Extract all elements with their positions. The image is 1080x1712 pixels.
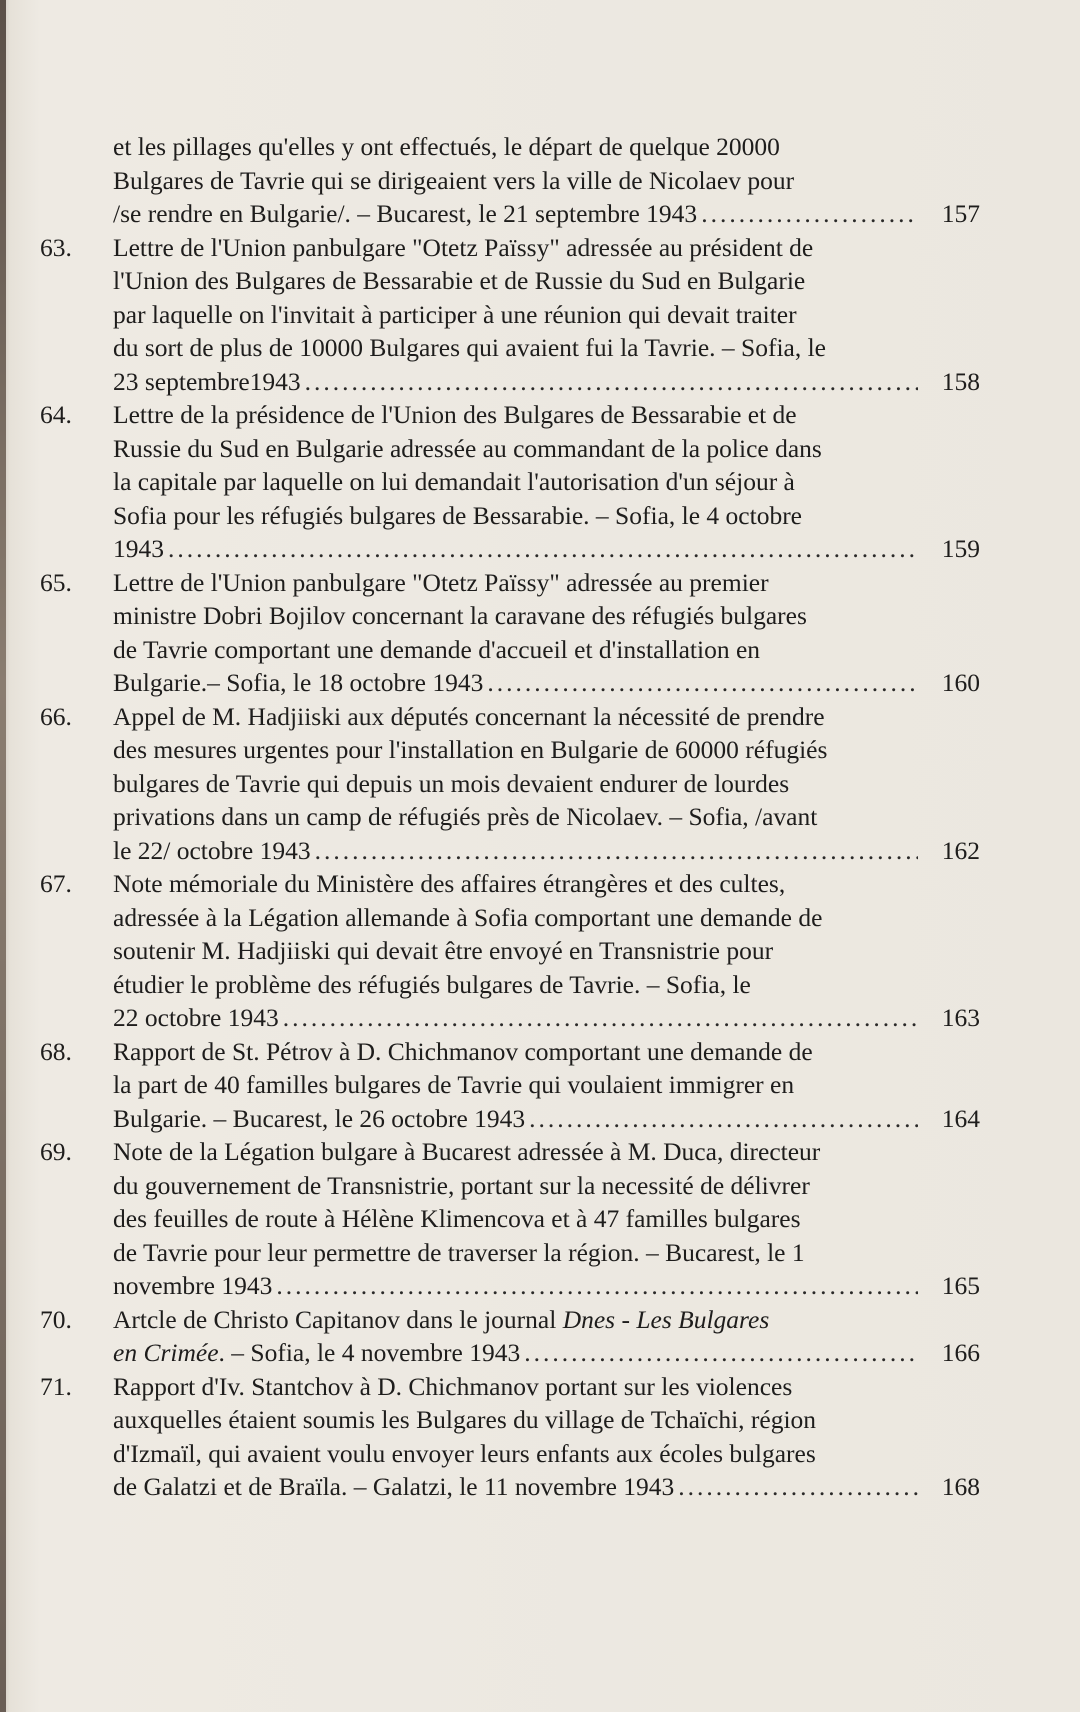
toc-entry-69: [40, 1135, 980, 1303]
page-number: 165: [941, 1271, 980, 1300]
book-spine-edge: [0, 0, 6, 1712]
toc-entry-65: [40, 566, 980, 700]
journal-title-cont: en Crimée: [113, 1338, 219, 1367]
dot-leader: [520, 1336, 918, 1370]
entry-text-line: adressée à la Légation allemande à Sofia comportant une demande de: [113, 902, 823, 932]
entry-text-plain: . – Sofia, le 4 novembre 1943: [218, 1338, 521, 1367]
entry-text-line: Rapport d'Iv. Stantchov à D. Chichmanov portant sur les violences: [113, 1371, 793, 1401]
entry-text-plain: Artcle de Christo Capitanov dans le journal: [113, 1304, 563, 1334]
entry-text-line: auxquelles étaient soumis les Bulgares du village de Tchaïchi, région: [113, 1405, 817, 1434]
toc-entry-63: [40, 231, 980, 399]
dot-leader: [272, 1269, 918, 1303]
dot-leader: [311, 834, 918, 868]
entry-text-line: Note mémoriale du Ministère des affaires étrangères et des cultes,: [113, 869, 786, 898]
entry-text-line: d'Izmaïl, qui avaient voulu envoyer leurs enfants aux écoles bulgares: [113, 1438, 816, 1468]
entry-text-line: bulgares de Tavrie qui depuis un mois devaient endurer de lourdes: [113, 768, 790, 798]
entry-text-line: de Tavrie pour leur permettre de traverser la région. – Bucarest, le 1: [113, 1237, 805, 1267]
toc-entry-66: [40, 700, 980, 868]
entry-text-line: Bulgarie.– Sofia, le 18 octobre 1943: [113, 668, 484, 697]
entry-text-line: du gouvernement de Transnistrie, portant sur la necessité de délivrer: [113, 1170, 810, 1200]
entry-final-line: [113, 1102, 980, 1136]
entry-final-line: [113, 1470, 980, 1504]
entry-number: 63.: [40, 232, 72, 262]
entry-text-line: Bulgarie. – Bucarest, le 26 octobre 1943: [113, 1103, 526, 1133]
entry-text-line: Lettre de la présidence de l'Union des Bulgares de Bessarabie et de: [113, 400, 797, 429]
entry-text-line: des mesures urgentes pour l'installation en Bulgarie de 60000 réfugiés: [113, 735, 828, 764]
entry-text-line: Russie du Sud en Bulgarie adressée au commandant de la police dans: [113, 433, 822, 463]
entry-text-line: la capitale par laquelle on lui demandait l'autorisation d'un séjour à: [113, 467, 795, 496]
entry-text-line: Lettre de l'Union panbulgare "Otetz Païssy" adressée au président de: [113, 232, 814, 262]
entry-text-line: la part de 40 familles bulgares de Tavrie qui voulaient immigrer en: [113, 1070, 795, 1099]
entry-text-line: Appel de M. Hadjiiski aux députés concernant la nécessité de prendre: [113, 701, 825, 731]
entry-final-line: [113, 1336, 980, 1370]
dot-leader: [279, 1001, 918, 1035]
page-number: 163: [941, 1003, 980, 1032]
entry-text-line: Rapport de St. Pétrov à D. Chichmanov comportant une demande de: [113, 1036, 813, 1066]
dot-leader: [164, 532, 918, 566]
entry-text-line: [113, 1303, 980, 1337]
entry-text-line: l'Union des Bulgares de Bessarabie et de Russie du Sud en Bulgarie: [113, 266, 806, 295]
entry-text-line: ministre Dobri Bojilov concernant la caravane des réfugiés bulgares: [113, 601, 807, 630]
entry-text-line: et les pillages qu'elles y ont effectués, le départ de quelque 20000: [113, 132, 780, 161]
page-number: 164: [941, 1103, 980, 1133]
page-number: 166: [941, 1338, 980, 1367]
toc-entry-continued: [40, 130, 980, 231]
entry-number: 67.: [40, 869, 72, 898]
toc-entry-70: [40, 1303, 980, 1370]
entry-text-line: soutenir M. Hadjiiski qui devait être envoyé en Transnistrie pour: [113, 936, 774, 965]
toc-entry-68: [40, 1035, 980, 1136]
entry-text-line: par laquelle on l'invitait à participer à une réunion qui devait traiter: [113, 299, 797, 329]
entry-text-line: étudier le problème des réfugiés bulgares de Tavrie. – Sofia, le: [113, 969, 751, 999]
page-number: 159: [941, 534, 980, 563]
toc-entry-64: [40, 398, 980, 566]
page-number: 160: [941, 668, 980, 697]
page-number: 158: [941, 366, 980, 396]
entry-number: 69.: [40, 1137, 72, 1166]
entry-text-line: 1943: [113, 534, 164, 563]
entry-text-line: Note de la Légation bulgare à Bucarest adressée à M. Duca, directeur: [113, 1137, 821, 1166]
entry-text-line: de Tavrie comportant une demande d'accueil et d'installation en: [113, 634, 761, 664]
entry-final-line: [113, 666, 980, 700]
dot-leader: [301, 365, 918, 399]
entry-text-line: du sort de plus de 10000 Bulgares qui avaient fui la Tavrie. – Sofia, le: [113, 333, 827, 362]
toc-entry-71: [40, 1370, 980, 1504]
entry-number: 65.: [40, 567, 72, 597]
entry-text-line: 22 octobre 1943: [113, 1003, 279, 1032]
dot-leader: [697, 197, 918, 231]
entry-text-line: Lettre de l'Union panbulgare "Otetz Païssy" adressée au premier: [113, 567, 769, 597]
dot-leader: [525, 1102, 918, 1136]
entry-text-line: [113, 1336, 520, 1370]
entry-text-line: 23 septembre1943: [113, 366, 301, 396]
journal-title: Dnes - Les Bulgares: [562, 1304, 770, 1334]
entry-number: 70.: [40, 1304, 72, 1334]
page-number: 168: [941, 1472, 980, 1501]
entry-text-line: le 22/ octobre 1943: [113, 835, 311, 865]
dot-leader: [483, 666, 918, 700]
entry-final-line: [113, 1001, 980, 1035]
entry-final-line: [113, 365, 980, 399]
entry-final-line: [113, 532, 980, 566]
page-number: 162: [941, 835, 980, 865]
page-number: 157: [941, 199, 980, 228]
entry-text-line: Sofia pour les réfugiés bulgares de Bessarabie. – Sofia, le 4 octobre: [113, 500, 802, 530]
table-of-contents: [40, 130, 980, 1504]
entry-number: 71.: [40, 1371, 72, 1401]
entry-number: 64.: [40, 400, 72, 429]
entry-text-line: /se rendre en Bulgarie/. – Bucarest, le 21 septembre 1943: [113, 199, 698, 228]
entry-text-line: novembre 1943: [113, 1271, 273, 1300]
entry-number: 66.: [40, 701, 72, 731]
toc-entry-67: [40, 867, 980, 1035]
entry-number: 68.: [40, 1036, 72, 1066]
entry-final-line: [113, 834, 980, 868]
entry-final-line: [113, 197, 980, 231]
entry-text-line: Bulgares de Tavrie qui se dirigeaient vers la ville de Nicolaev pour: [113, 165, 795, 195]
entry-text-line: de Galatzi et de Braïla. – Galatzi, le 11 novembre 1943: [113, 1472, 675, 1501]
dot-leader: [674, 1470, 918, 1504]
entry-text-line: privations dans un camp de réfugiés près de Nicolaev. – Sofia, /avant: [113, 802, 818, 831]
entry-final-line: [113, 1269, 980, 1303]
entry-text-line: des feuilles de route à Hélène Klimencova et à 47 familles bulgares: [113, 1204, 801, 1233]
